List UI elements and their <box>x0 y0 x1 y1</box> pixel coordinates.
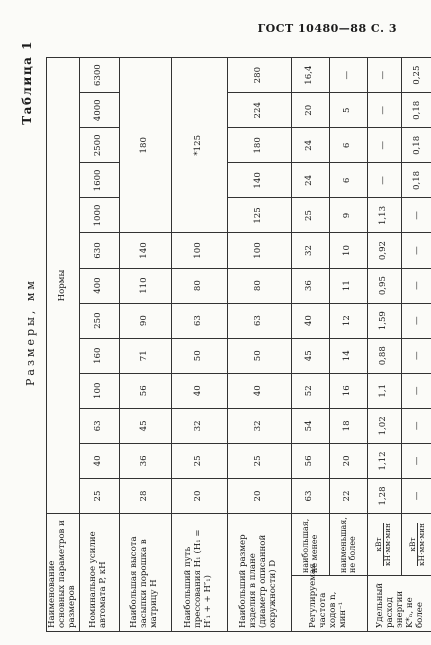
cell: — <box>367 58 401 93</box>
header-norms: Нормы <box>47 58 80 514</box>
cell: 1000 <box>79 198 119 233</box>
cell: 18 <box>329 408 367 443</box>
rotated-table-area <box>20 32 427 632</box>
cell: 0,18 <box>401 163 431 198</box>
cell: — <box>401 408 431 443</box>
cell: 0,92 <box>367 233 401 268</box>
cell: 250 <box>79 303 119 338</box>
cell: 63 <box>79 408 119 443</box>
cell: 16,4 <box>291 58 329 93</box>
cell: 16 <box>329 373 367 408</box>
cell: 1,13 <box>367 198 401 233</box>
cell: 10 <box>329 233 367 268</box>
cell: 25 <box>79 478 119 513</box>
cell: 24 <box>291 163 329 198</box>
parameters-table <box>46 57 431 632</box>
unit-numerator: кВт <box>409 523 418 566</box>
cell: 6 <box>329 163 367 198</box>
cell: 28 <box>119 478 171 513</box>
cell: — <box>401 233 431 268</box>
cell: 400 <box>79 268 119 303</box>
cell: 56 <box>119 373 171 408</box>
table-row <box>367 58 401 632</box>
cell: 50 <box>227 338 291 373</box>
table-row <box>291 58 329 632</box>
row-label: Наибольший путь прессования H₁ (H₁ = H′₁ + + H″₁) <box>171 514 227 632</box>
cell: 22 <box>329 478 367 513</box>
cell: 5 <box>329 93 367 128</box>
cell: 280 <box>227 58 291 93</box>
cell: — <box>401 268 431 303</box>
table-row <box>119 58 171 632</box>
cell: 63 <box>171 303 227 338</box>
cell: 80 <box>227 268 291 303</box>
cell: 32 <box>171 408 227 443</box>
cell: 0,18 <box>401 128 431 163</box>
cell: 100 <box>79 373 119 408</box>
cell: 9 <box>329 198 367 233</box>
cell: 125 <box>227 198 291 233</box>
cell: 6 <box>329 128 367 163</box>
cell: 4000 <box>79 93 119 128</box>
cell: 1,12 <box>367 443 401 478</box>
merged-cell: *125 <box>171 58 227 233</box>
cell: 50 <box>171 338 227 373</box>
unit-denominator: кН·мм·мин <box>417 523 427 566</box>
table-caption: Таблица 1 <box>20 40 34 125</box>
cell: 224 <box>227 93 291 128</box>
cell: 630 <box>79 233 119 268</box>
cell: 63 <box>227 303 291 338</box>
cell: 140 <box>119 233 171 268</box>
cell: 1,1 <box>367 373 401 408</box>
cell: 160 <box>79 338 119 373</box>
cell: 100 <box>227 233 291 268</box>
cell: 1600 <box>79 163 119 198</box>
cell: — <box>367 93 401 128</box>
cell: 20 <box>291 93 329 128</box>
table-row <box>329 58 367 632</box>
cell: 20 <box>171 478 227 513</box>
table-row <box>171 58 227 632</box>
merged-cell: 180 <box>119 58 171 233</box>
cell: 40 <box>227 373 291 408</box>
cell: 25 <box>291 198 329 233</box>
row-sublabel: наибольшая, не менее <box>291 514 329 576</box>
cell: 32 <box>291 233 329 268</box>
cell: 32 <box>227 408 291 443</box>
cell: 14 <box>329 338 367 373</box>
table-row <box>79 58 119 632</box>
cell: 90 <box>119 303 171 338</box>
header-param: Наименование основных параметров и размеров <box>47 514 80 632</box>
cell: 40 <box>291 303 329 338</box>
row-label: Наибольший размер изделия в плане (диаметр описанной окружности) D <box>227 514 291 632</box>
row-group-label: Регулируемая частота ходов n, мин⁻¹ <box>291 576 367 632</box>
cell: 25 <box>227 443 291 478</box>
cell: 6300 <box>79 58 119 93</box>
cell: 0,25 <box>401 58 431 93</box>
cell: 71 <box>119 338 171 373</box>
table-subtitle: Размеры, мм <box>24 278 37 386</box>
cell: 110 <box>119 268 171 303</box>
cell: 1,59 <box>367 303 401 338</box>
cell: 12 <box>329 303 367 338</box>
cell: 45 <box>119 408 171 443</box>
cell: 80 <box>171 268 227 303</box>
unit-numerator: кВт <box>375 523 384 566</box>
cell: 1,28 <box>367 478 401 513</box>
cell: — <box>367 163 401 198</box>
cell: 20 <box>329 443 367 478</box>
row-sublabel: наименьшая, не более <box>329 514 367 576</box>
cell: 40 <box>171 373 227 408</box>
cell: 40 <box>79 443 119 478</box>
table-row <box>227 58 291 632</box>
unit-denominator: кН·мм·мин <box>383 523 393 566</box>
cell: 20 <box>227 478 291 513</box>
cell: 45 <box>291 338 329 373</box>
cell: 11 <box>329 268 367 303</box>
cell: 52 <box>291 373 329 408</box>
cell: — <box>401 198 431 233</box>
cell: 24 <box>291 128 329 163</box>
cell: 140 <box>227 163 291 198</box>
cell: 36 <box>291 268 329 303</box>
cell: — <box>401 338 431 373</box>
row-label: Наибольшая высота засыпки порошка в матрицу H <box>119 514 171 632</box>
cell: — <box>401 373 431 408</box>
cell: 1,02 <box>367 408 401 443</box>
cell: — <box>367 128 401 163</box>
cell: 63 <box>291 478 329 513</box>
cell: — <box>401 303 431 338</box>
cell: — <box>329 58 367 93</box>
table-header-row <box>47 58 80 632</box>
cell: 2500 <box>79 128 119 163</box>
row-group-label: Удельный расход энергии K*ₙ, не более <box>367 576 431 632</box>
cell: — <box>401 443 431 478</box>
cell: 0,88 <box>367 338 401 373</box>
cell: 100 <box>171 233 227 268</box>
row-unit <box>401 514 431 576</box>
row-label: Номинальное усилие автомата P, кН <box>79 514 119 632</box>
table-row <box>401 58 431 632</box>
cell: 180 <box>227 128 291 163</box>
cell: 0,18 <box>401 93 431 128</box>
cell: 0,95 <box>367 268 401 303</box>
cell: — <box>401 478 431 513</box>
cell: 56 <box>291 443 329 478</box>
cell: 54 <box>291 408 329 443</box>
page-code: ГОСТ 10480—88 С. 3 <box>257 22 397 35</box>
row-unit <box>367 514 401 576</box>
cell: 25 <box>171 443 227 478</box>
cell: 36 <box>119 443 171 478</box>
